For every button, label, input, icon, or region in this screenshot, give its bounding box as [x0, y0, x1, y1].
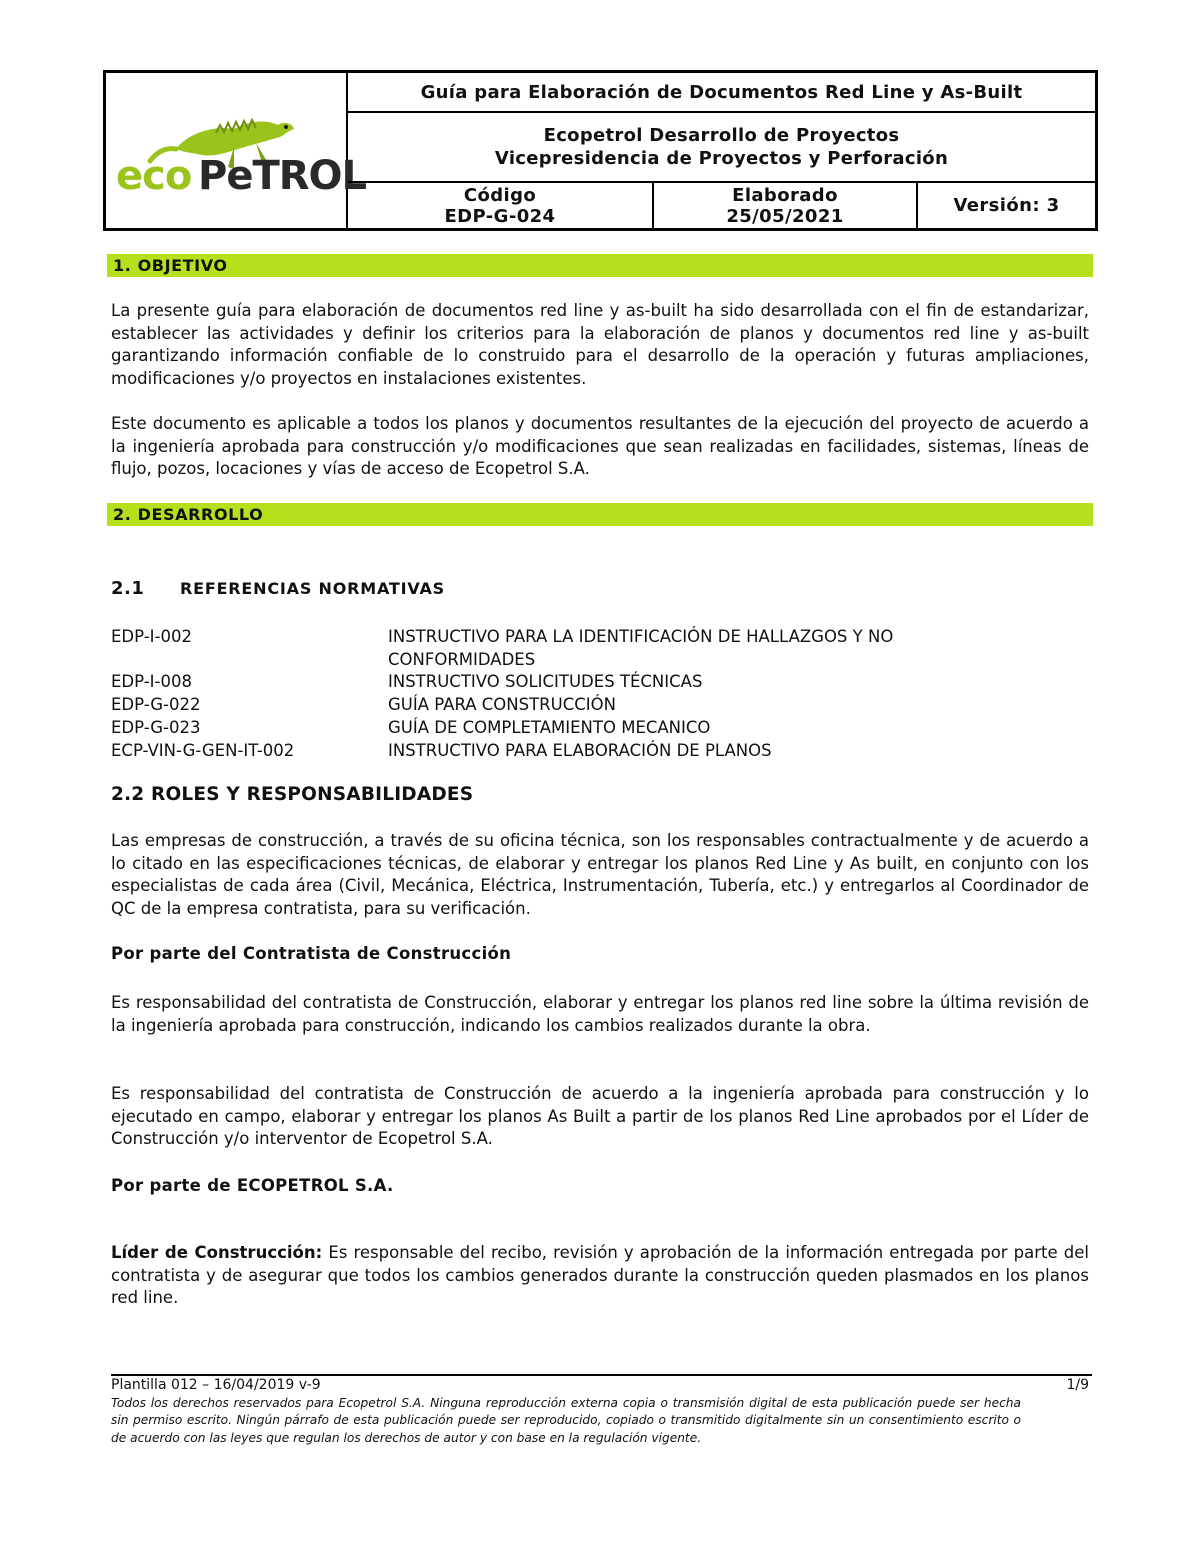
section-objetivo-heading: 1. OBJETIVO [107, 254, 1093, 277]
reference-code: EDP-G-023 [111, 717, 201, 737]
objetivo-paragraph-2: Este documento es aplicable a todos los planos y documentos resultantes de la ejecución del proyecto de acuerdo a la ingeniería aprobada para construcción y/o modificaciones que sean realizadas en facilidades, sistemas, líneas de flujo, pozos, locaciones y vías de acceso de Ecopetrol S.A. [111, 414, 1089, 479]
reference-desc: GUÍA PARA CONSTRUCCIÓN [388, 695, 616, 715]
reference-row [111, 626, 1008, 671]
footer-page-number: 1/9 [1066, 1377, 1089, 1393]
references-number: 2.1 [111, 578, 145, 599]
document-title: Guía para Elaboración de Documentos Red Line y As-Built [348, 73, 1095, 113]
references-heading [111, 578, 445, 599]
objetivo-paragraph-1: La presente guía para elaboración de documentos red line y as-built ha sido desarrollada con el fin de estandarizar, establecer las actividades y definir los criterios para la elaboración de planos y documentos red line y as-built garantizando información confiable de lo construido para el desarrollo de la operación y futuras ampliaciones, modificaciones y/o proyectos en instalaciones existentes. [111, 301, 1089, 389]
ecopetrol-heading: Por parte de ECOPETROL S.A. [111, 1176, 394, 1195]
reference-code: EDP-I-002 [111, 627, 192, 646]
roles-heading: 2.2 ROLES Y RESPONSABILIDADES [111, 784, 474, 805]
footer-template: Plantilla 012 – 16/04/2019 v-9 [111, 1377, 321, 1393]
reference-code: EDP-G-022 [111, 695, 201, 715]
section-desarrollo-heading: 2. DESARROLLO [107, 503, 1093, 526]
references-title: REFERENCIAS NORMATIVAS [180, 579, 445, 598]
metadata-row [348, 183, 1095, 228]
code-label: Código [463, 184, 537, 206]
svg-text:eco: eco [116, 153, 192, 199]
version-value: Versión: 3 [953, 195, 1060, 216]
document-header [103, 70, 1098, 231]
reference-code: EDP-I-008 [111, 672, 192, 692]
reference-row [111, 717, 1008, 740]
reference-row [111, 694, 1008, 717]
references-list [111, 626, 1008, 762]
reference-desc: INSTRUCTIVO PARA ELABORACIÓN DE PLANOS [388, 740, 772, 760]
reference-desc: GUÍA DE COMPLETAMIENTO MECANICO [388, 717, 711, 737]
reference-code: ECP-VIN-G-GEN-IT-002 [111, 740, 295, 760]
date-cell [654, 183, 918, 228]
code-value: EDP-G-024 [444, 205, 556, 227]
footer-meta [111, 1377, 1089, 1393]
contratista-paragraph-1: Es responsabilidad del contratista de Construcción, elaborar y entregar los planos red line sobre la última revisión de la ingeniería aprobada para construcción, indicando los cambios realizados durante la obra. [111, 993, 1089, 1035]
roles-paragraph: Las empresas de construcción, a través de su oficina técnica, son los responsables contractualmente y de acuerdo a lo citado en las especificaciones técnicas, de elaborar y entregar los planos Red Line y As built, en conjunto con los especialistas de cada área (Civil, Mecánica, Eléctrica, Instrumentación, Tubería, etc.) y entregarlos al Coordinador de QC de la empresa contratista, para su verificación. [111, 831, 1089, 919]
code-cell [348, 183, 654, 228]
contratista-heading: Por parte del Contratista de Construcción [111, 944, 512, 963]
lider-text: Es responsable del recibo, revisión y aprobación de la información entregada por parte del contratista y de asegurar que todos los cambios generados durante la construcción queden plasmados en los planos red line. [111, 1243, 1089, 1308]
reference-row [111, 740, 1008, 763]
lider-paragraph [111, 1242, 1089, 1310]
lider-label: Líder de Construcción: [111, 1243, 323, 1262]
org-line-1: Ecopetrol Desarrollo de Proyectos [543, 125, 900, 146]
footer-rights: Todos los derechos reservados para Ecopetrol S.A. Ninguna reproducción externa copia o transmisión digital de esta publicación puede ser hecha sin permiso escrito. Ningún párrafo de esta publicación puede ser reproducido, copiado o transmitido digitalmente sin un consentimiento escrito o de acuerdo con las leyes que regulan los derechos de autor y con base en la regulación vigente. [111, 1396, 1021, 1445]
reference-row [111, 671, 1008, 694]
date-label: Elaborado [732, 184, 838, 206]
svg-text:PeTROL: PeTROL [198, 153, 367, 199]
version-cell [918, 183, 1095, 228]
org-line-2: Vicepresidencia de Proyectos y Perforación [494, 148, 949, 169]
reference-desc: INSTRUCTIVO PARA LA IDENTIFICACIÓN DE HALLAZGOS Y NO CONFORMIDADES [388, 627, 894, 669]
organization-block [348, 113, 1095, 183]
logo-cell [106, 73, 367, 228]
contratista-paragraph-2: Es responsabilidad del contratista de Construcción de acuerdo a la ingeniería aprobada para construcción y lo ejecutado en campo, elaborar y entregar los planos As Built a partir de los planos Red Line aprobados por el Líder de Construcción y/o interventor de Ecopetrol S.A. [111, 1084, 1089, 1149]
reference-desc: INSTRUCTIVO SOLICITUDES TÉCNICAS [388, 672, 703, 692]
date-value: 25/05/2021 [726, 205, 844, 227]
footer-divider [111, 1374, 1092, 1376]
ecopetrol-logo [116, 111, 367, 199]
